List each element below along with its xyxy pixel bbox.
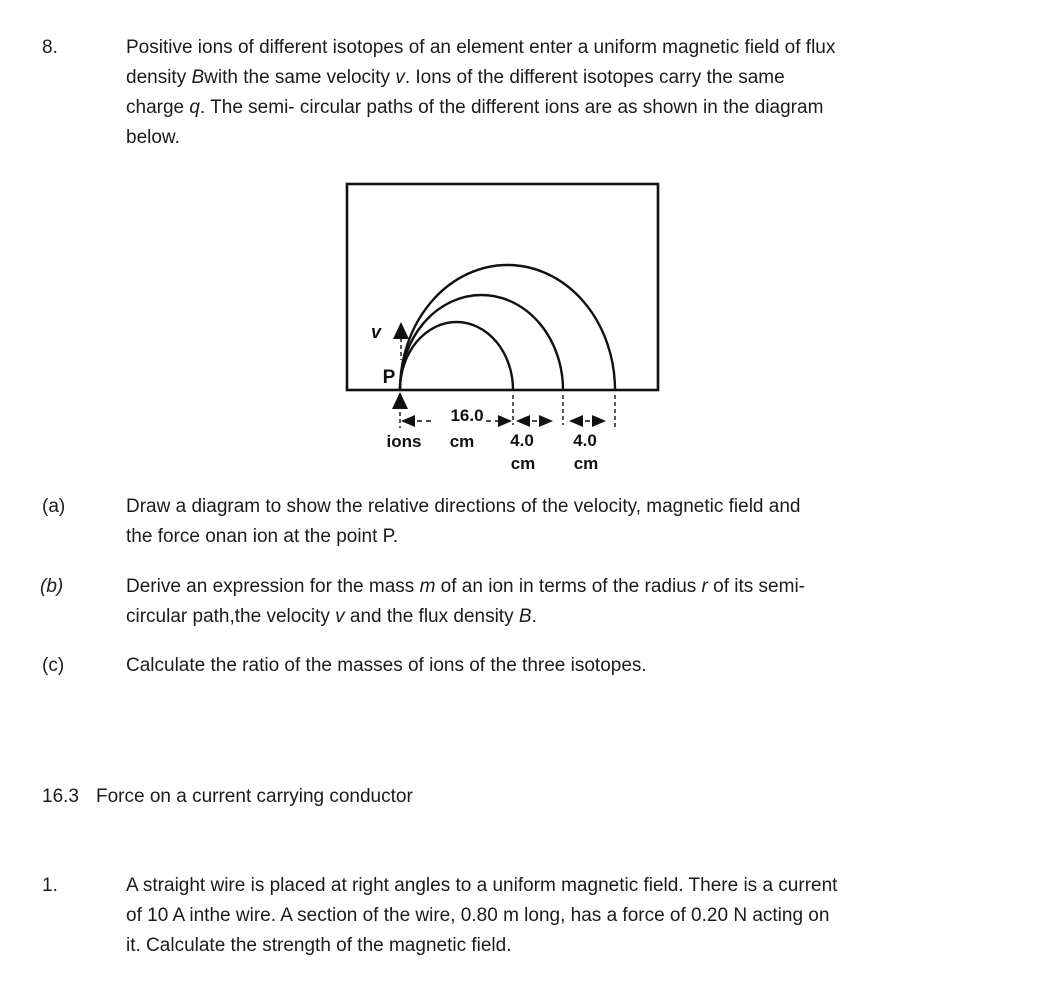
text-run: . Ions of the different isotopes carry the same bbox=[404, 67, 785, 88]
italic-symbol: q bbox=[189, 97, 200, 118]
ion-entry-arrow-icon bbox=[392, 392, 408, 409]
section-heading bbox=[42, 782, 413, 812]
part-c-text bbox=[126, 651, 647, 681]
velocity-arrow-icon bbox=[393, 322, 409, 339]
dim-4a-unit-label: cm bbox=[510, 454, 536, 473]
dimension-arrow-right-icon bbox=[592, 415, 606, 427]
text-run: and the flux density bbox=[344, 606, 519, 627]
dim-16-value-label: 16.0 bbox=[450, 406, 484, 425]
text-run: A straight wire is placed at right angles to a uniform magnetic field. There is a current bbox=[126, 875, 838, 896]
velocity-label: v bbox=[370, 322, 382, 342]
text-line bbox=[126, 871, 837, 901]
dimension-arrow-left-icon bbox=[401, 415, 415, 427]
text-line bbox=[126, 123, 835, 153]
question-1-text bbox=[126, 871, 837, 961]
text-run: Calculate the ratio of the masses of ions of the three isotopes. bbox=[126, 655, 647, 676]
text-line bbox=[126, 602, 805, 632]
italic-symbol: v bbox=[395, 67, 405, 88]
dim-4b-unit-label: cm bbox=[573, 454, 599, 473]
italic-symbol: B bbox=[191, 67, 205, 88]
text-line bbox=[126, 63, 835, 93]
dimension-arrow-right-icon bbox=[498, 415, 512, 427]
text-run: density bbox=[126, 67, 192, 88]
text-run: of its semi- bbox=[707, 576, 805, 597]
part-a-label: (a) bbox=[42, 496, 66, 517]
text-line bbox=[126, 33, 835, 63]
text-run: the force onan ion at the point P. bbox=[126, 526, 399, 547]
text-run: Positive ions of different isotopes of an element enter a uniform magnetic field of flux bbox=[126, 37, 836, 58]
text-run: . bbox=[531, 606, 537, 627]
part-b-label: (b) bbox=[40, 576, 64, 597]
question-8-number: 8. bbox=[42, 37, 58, 58]
question-1-number: 1. bbox=[42, 875, 58, 896]
text-run: it. Calculate the strength of the magnetic field. bbox=[126, 935, 512, 956]
italic-symbol: r bbox=[701, 576, 708, 597]
text-run: of 10 A inthe wire. A section of the wire, 0.80 m long, has a force of 0.20 N acting on bbox=[126, 905, 830, 926]
section-title: Force on a current carrying conductor bbox=[95, 786, 413, 807]
text-run: below. bbox=[126, 127, 180, 148]
text-run: of an ion in terms of the radius bbox=[435, 576, 702, 597]
text-line bbox=[126, 93, 835, 123]
text-run: with the same velocity bbox=[204, 67, 396, 88]
dimension-arrow-left-icon bbox=[569, 415, 583, 427]
text-line bbox=[126, 572, 805, 602]
part-a-text bbox=[126, 492, 800, 552]
part-c-label: (c) bbox=[42, 655, 65, 676]
part-b-text bbox=[126, 572, 805, 632]
text-run: . The semi- circular paths of the different ions are as shown in the diagram bbox=[199, 97, 824, 118]
italic-symbol: m bbox=[419, 576, 436, 597]
italic-symbol: B bbox=[518, 606, 532, 627]
section-number: 16.3 bbox=[42, 786, 79, 807]
dimension-arrow-left-icon bbox=[516, 415, 530, 427]
text-run: Draw a diagram to show the relative directions of the velocity, magnetic field and bbox=[126, 496, 801, 517]
text-line bbox=[126, 651, 647, 681]
ions-label: ions bbox=[386, 432, 422, 451]
text-line bbox=[126, 522, 800, 552]
text-line bbox=[126, 901, 837, 931]
italic-symbol: v bbox=[335, 606, 345, 627]
dim-4a-value-label: 4.0 bbox=[510, 431, 534, 450]
question-8-text bbox=[126, 33, 835, 153]
text-run: Derive an expression for the mass bbox=[126, 576, 420, 597]
text-run: charge bbox=[126, 97, 190, 118]
dim-4b-value-label: 4.0 bbox=[573, 431, 597, 450]
dim-16-unit-label: cm bbox=[449, 432, 475, 451]
text-line bbox=[126, 492, 800, 522]
dimension-arrow-right-icon bbox=[539, 415, 553, 427]
text-line bbox=[126, 931, 837, 961]
point-p-label: P bbox=[382, 367, 396, 388]
text-run: circular path,the velocity bbox=[126, 606, 336, 627]
ion-paths-diagram bbox=[340, 175, 670, 485]
